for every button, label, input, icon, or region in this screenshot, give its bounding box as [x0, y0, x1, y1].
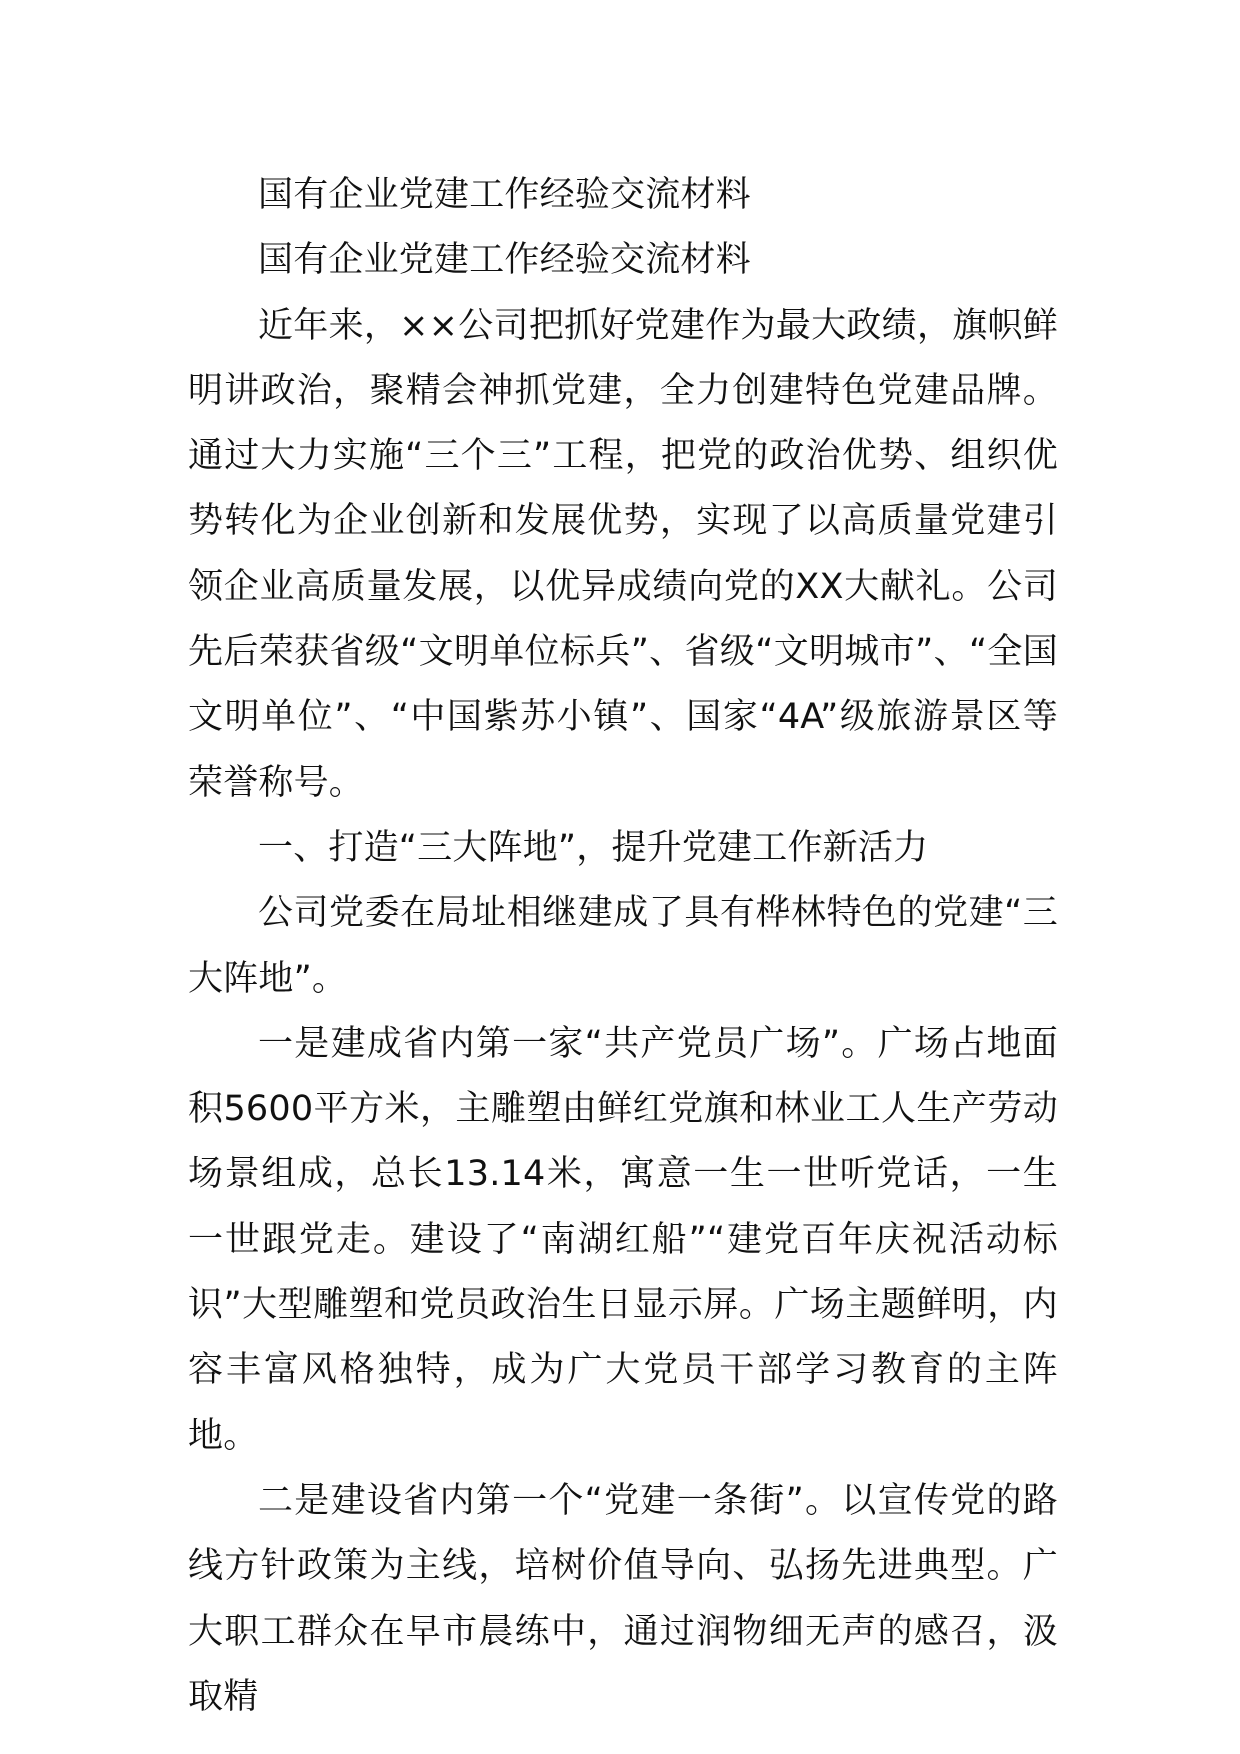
section-paragraph: 公司党委在局址相继建成了具有桦林特色的党建“三大阵地”。 [188, 893, 1058, 999]
intro-paragraph: 近年来，××公司把抓好党建作为最大政绩，旗帜鲜明讲政治，聚精会神抓党建，全力创建特色党建品牌。通过大力实施“三个三”工程，把党的政治优势、组织优势转化为企业创新和发展优势，实现了以高质量党建引领企业高质量发展，以优异成绩向党的XX大献礼。公司先后荣获省级“文明单位标兵”、省级“文明城市”、“全国文明单位”、“中国紫苏小镇”、国家“4A”级旅游景区等荣誉称号。 [188, 305, 1058, 803]
document-title-repeat: 国有企业党建工作经验交流材料 [258, 240, 751, 281]
document-body [188, 163, 1058, 1730]
section-heading: 一、打造“三大阵地”，提升党建工作新活力 [258, 827, 929, 868]
document-title: 国有企业党建工作经验交流材料 [258, 175, 751, 215]
body-paragraph: 二是建设省内第一个“党建一条街”。以宣传党的路线方针政策为主线，培树价值导向、弘扬先进典型。广大职工群众在早市晨练中，通过润物细无声的感召，汲取精 [188, 1480, 1058, 1717]
body-paragraph: 一是建成省内第一家“共产党员广场”。广场占地面积5600平方米，主雕塑由鲜红党旗和林业工人生产劳动场景组成，总长13.14米，寓意一生一世听党话，一生一世跟党走。建设了“南湖红船”“建党百年庆祝活动标识”大型雕塑和党员政治生日显示屏。广场主题鲜明，内容丰富风格独特，成为广大党员干部学习教育的主阵地。 [188, 1023, 1058, 1456]
